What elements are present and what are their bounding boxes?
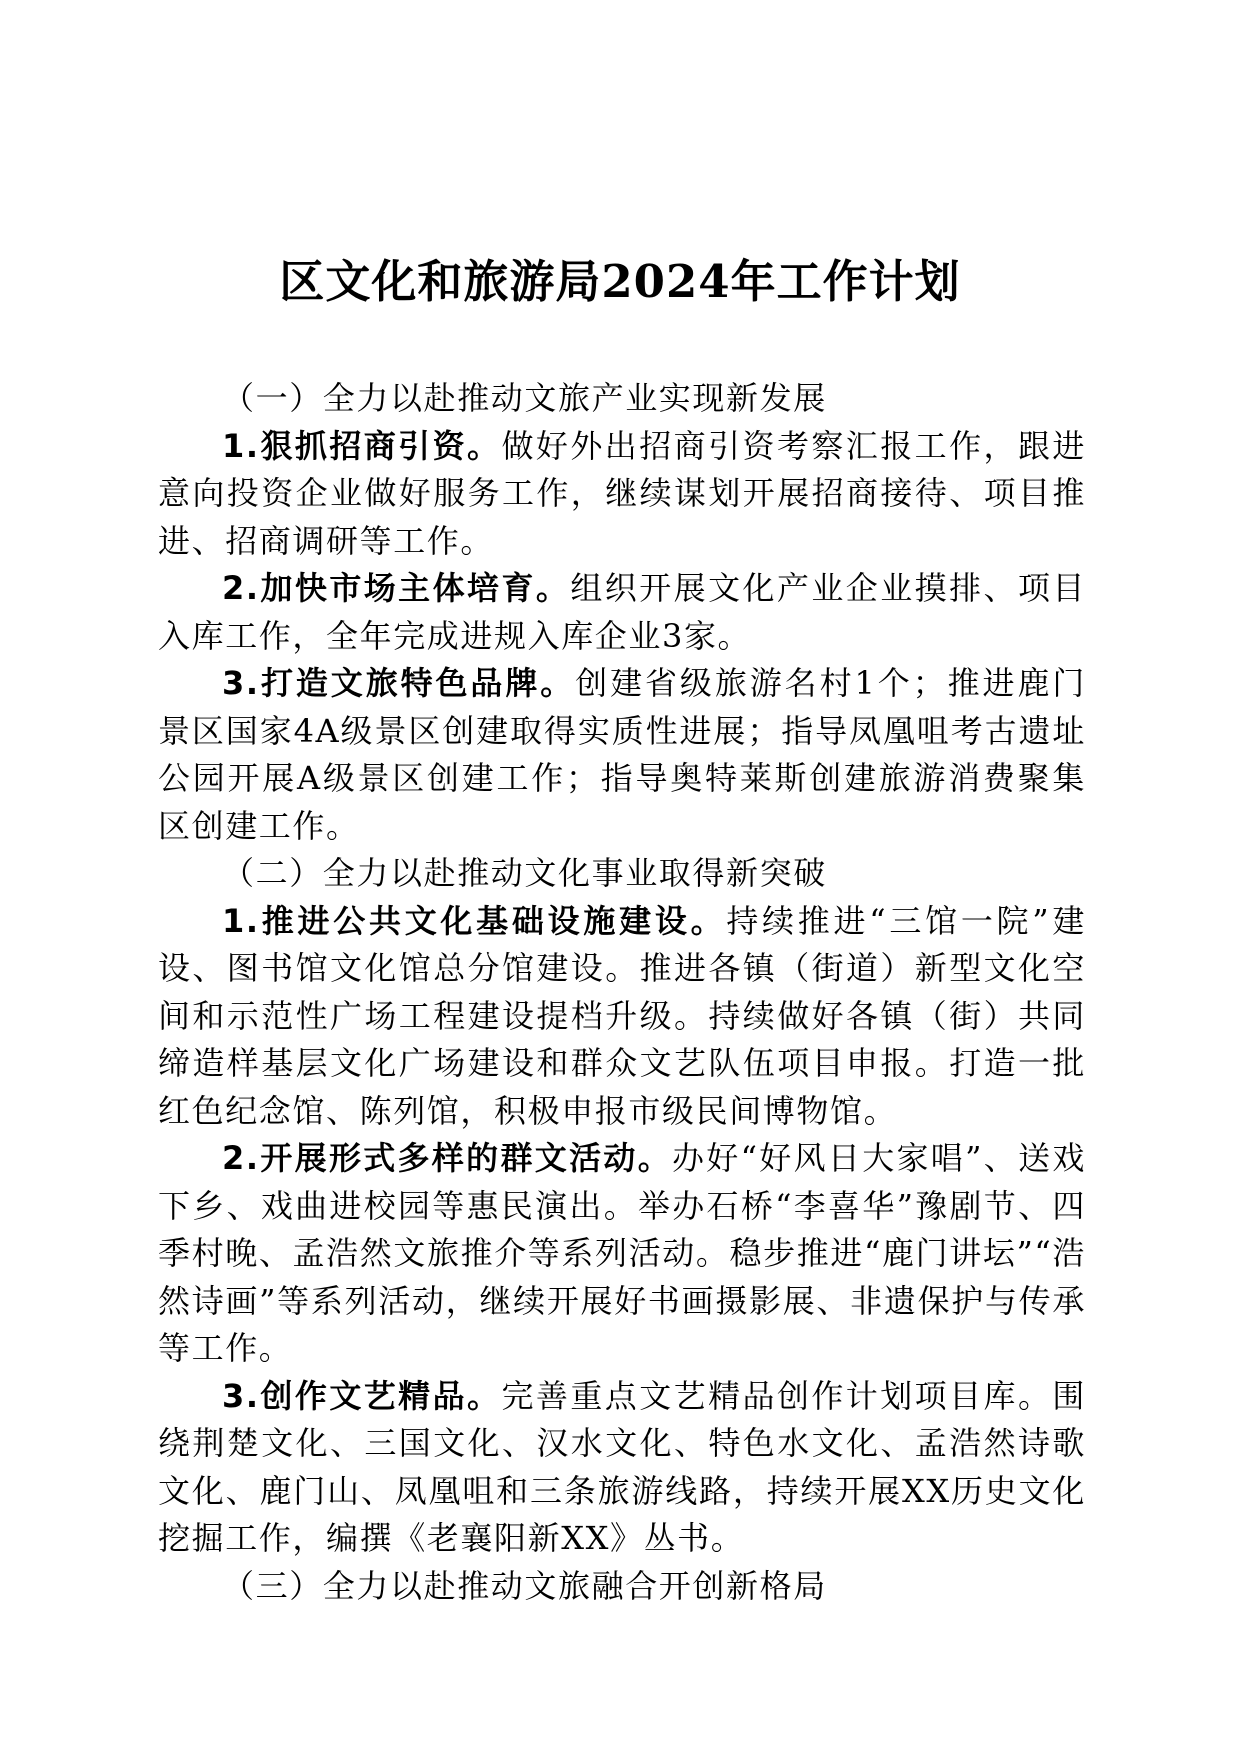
- section-heading-1: （一）全力以赴推动文旅产业实现新发展: [222, 379, 827, 417]
- paragraph-text: 完善重点文艺精品创作计划项目库。围绕荆楚文化、三国文化、汉水文化、特色水文化、孟浩然诗歌文化、鹿门山、凤凰咀和三条旅游线路，持续开展XX历史文化挖掘工作，编撰《老襄阳新XX》丛书。: [158, 1376, 1086, 1557]
- paragraph-2-3: [158, 1373, 1086, 1563]
- paragraph-1-1: [158, 423, 1086, 566]
- paragraph-2-2: [158, 1135, 1086, 1373]
- document-title: 区文化和旅游局2024年工作计划: [279, 255, 961, 308]
- paragraph-text: 持续推进“三馆一院”建设、图书馆文化馆总分馆建设。推进各镇（街道）新型文化空间和示范性广场工程建设提档升级。持续做好各镇（街）共同缔造样基层文化广场建设和群众文艺队伍项目申报。打造一批红色纪念馆、陈列馆，积极申报市级民间博物馆。: [158, 901, 1086, 1130]
- paragraph-2-1: [158, 898, 1086, 1136]
- paragraph-1-2: [158, 565, 1086, 660]
- paragraph-lead: 3.创作文艺精品。: [222, 1376, 502, 1415]
- section-heading-3: （三）全力以赴推动文旅融合开创新格局: [222, 1566, 827, 1605]
- paragraph-text: 创建省级旅游名村1个；推进鹿门景区国家4A级景区创建取得实质性进展；指导凤凰咀考古遗址公园开展A级景区创建工作；指导奥特莱斯创建旅游消费聚集区创建工作。: [158, 664, 1086, 845]
- document-body: [158, 375, 1086, 1610]
- paragraph-text: 组织开展文化产业企业摸排、项目入库工作，全年完成进规入库企业3家。: [158, 569, 1086, 655]
- paragraph-lead: 2.加快市场主体培育。: [222, 569, 571, 607]
- paragraph-lead: 1.推进公共文化基础设施建设。: [222, 901, 727, 940]
- paragraph-lead: 3.打造文旅特色品牌。: [222, 664, 576, 702]
- paragraph-lead: 2.开展形式多样的群文活动。: [222, 1139, 672, 1177]
- paragraph-text: 办好“好风日大家唱”、送戏下乡、戏曲进校园等惠民演出。举办石桥“李喜华”豫剧节、四季村晚、孟浩然文旅推介等系列活动。稳步推进“鹿门讲坛”“浩然诗画”等系列活动，继续开展好书画摄影展、非遗保护与传承等工作。: [158, 1139, 1086, 1367]
- paragraph-text: 做好外出招商引资考察汇报工作，跟进意向投资企业做好服务工作，继续谋划开展招商接待、项目推进、招商调研等工作。: [158, 426, 1086, 560]
- section-heading-2: （二）全力以赴推动文化事业取得新突破: [222, 854, 827, 892]
- paragraph-lead: 1.狠抓招商引资。: [222, 426, 502, 465]
- paragraph-1-3: [158, 660, 1086, 850]
